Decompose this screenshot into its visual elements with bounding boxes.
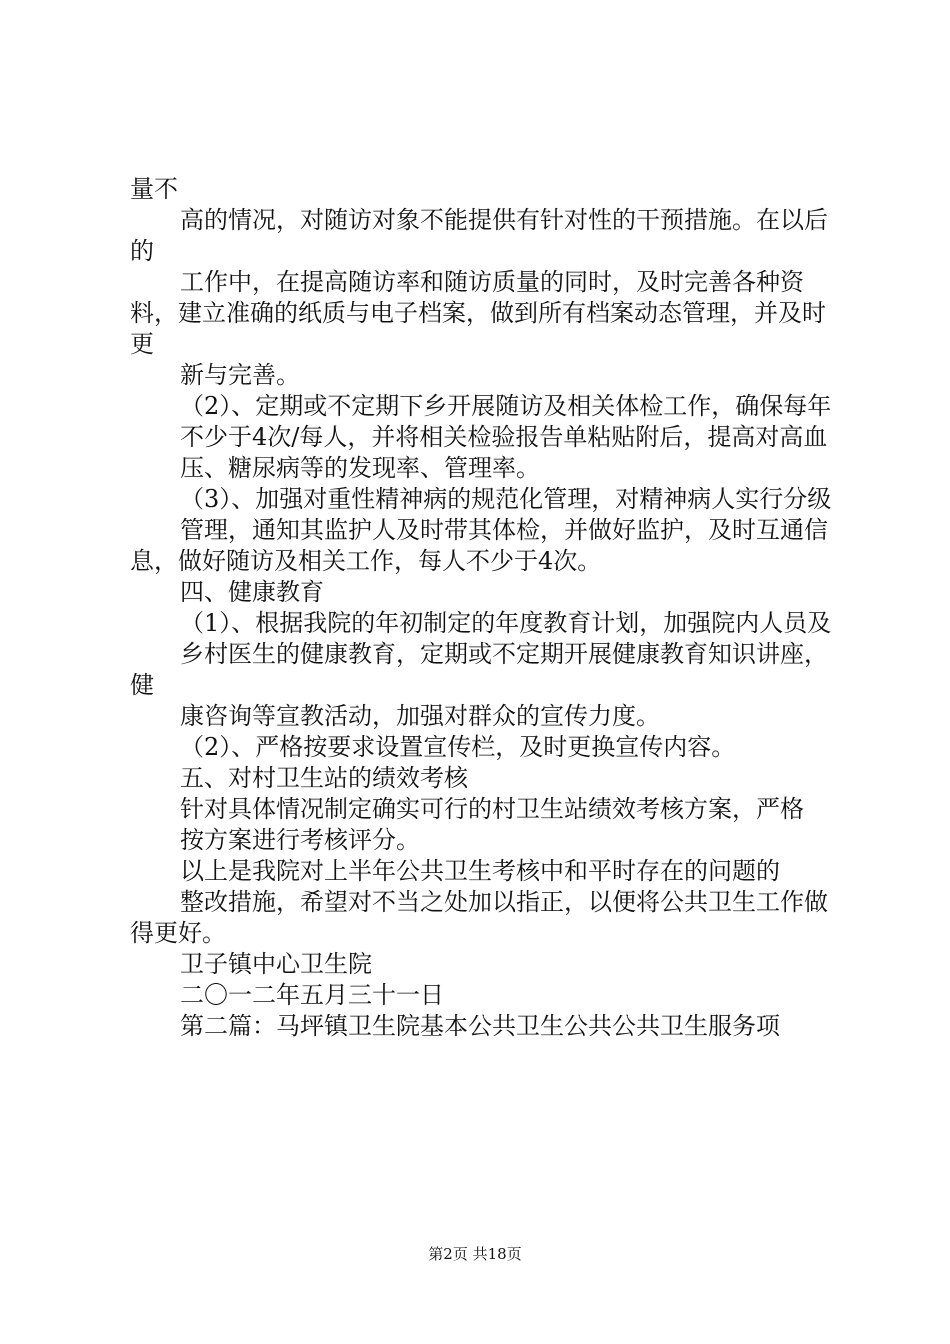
paragraph: （2）、严格按要求设置宣传栏，及时更换宣传内容。 — [180, 733, 736, 761]
paragraph: （2）、定期或不定期下乡开展随访及相关体检工作，确保每年 — [180, 392, 832, 420]
paragraph: 高的情况，对随访对象不能提供有针对性的干预措施。在以后的 — [130, 206, 828, 265]
section-heading: 四、健康教育 — [180, 578, 324, 606]
paragraph: 针对具体情况制定确实可行的村卫生站绩效考核方案，严格 — [180, 795, 804, 823]
paragraph: 压、糖尿病等的发现率、管理率。 — [180, 454, 540, 482]
paragraph: （3）、加强对重性精神病的规范化管理，对精神病人实行分级 — [180, 485, 832, 513]
paragraph: 工作中，在提高随访率和随访质量的同时，及时完善各种资料，建立准确的纸质与电子档案，做到所有档案动态管理，并及时更 — [130, 268, 826, 358]
paragraph: （1）、根据我院的年初制定的年度教育计划，加强院内人员及 — [180, 609, 832, 637]
page-footer — [0, 1244, 950, 1264]
paragraph: 整改措施，希望对不当之处加以指正，以便将公共卫生工作做得更好。 — [130, 888, 828, 947]
paragraph: 量不 — [130, 175, 178, 203]
paragraph: 乡村医生的健康教育，定期或不定期开展健康教育知识讲座，健 — [130, 640, 828, 699]
document-body — [130, 174, 840, 1042]
paragraph: 不少于4次/每人，并将相关检验报告单粘贴附后，提高对高血 — [180, 423, 828, 451]
paragraph: 康咨询等宣教活动，加强对群众的宣传力度。 — [180, 702, 660, 730]
paragraph: 管理，通知其监护人及时带其体检，并做好监护，及时互通信息，做好随访及相关工作，每人不少于4次。 — [130, 516, 828, 575]
signature-organization: 卫子镇中心卫生院 — [180, 950, 372, 978]
paragraph: 按方案进行考核评分。 — [180, 826, 420, 854]
paragraph: 新与完善。 — [180, 361, 300, 389]
page-number: 第2页 共18页 — [428, 1245, 522, 1263]
next-section-title: 第二篇：马坪镇卫生院基本公共卫生公共公共卫生服务项 — [180, 1012, 780, 1040]
section-heading: 五、对村卫生站的绩效考核 — [180, 764, 468, 792]
signature-date: 二〇一二年五月三十一日 — [180, 981, 444, 1009]
paragraph: 以上是我院对上半年公共卫生考核中和平时存在的问题的 — [180, 857, 780, 885]
